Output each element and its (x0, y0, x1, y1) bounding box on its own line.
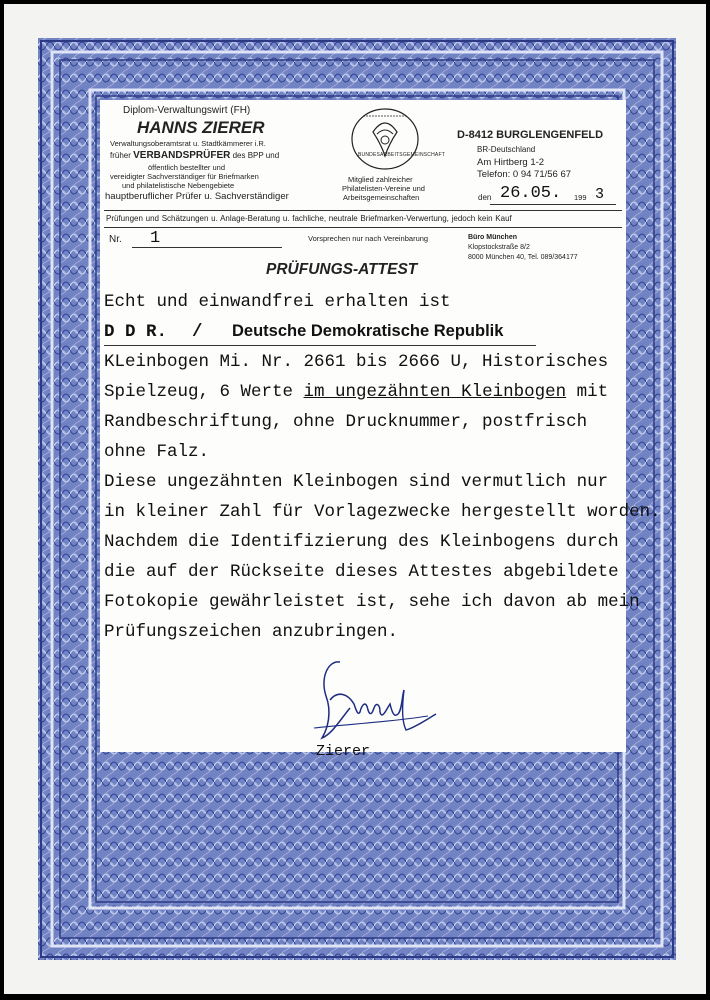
body-line-9: die auf der Rückseite dieses Attestes abgebildete (104, 562, 619, 582)
association-logo (345, 104, 425, 174)
date-prefix: den (478, 193, 492, 202)
country-underline (104, 345, 536, 346)
body-line-5: ohne Falz. (104, 442, 210, 462)
former-suffix: des BPP und (230, 151, 280, 160)
expert-name: HANNS ZIERER (137, 118, 265, 137)
body-line-6: Diese ungezähnten Kleinbogen sind vermutlich nur (104, 472, 609, 492)
body-line-8: Nachdem die Identifizierung des Kleinbogens durch (104, 532, 619, 552)
logo-caption: BUNDESARBEITSGEMEINSCHAFT (358, 152, 445, 158)
verbandspruefer-label: VERBANDSPRÜFER (133, 150, 231, 161)
body-line-4: Randbeschriftung, ohne Drucknummer, postfrisch (104, 412, 588, 432)
former-prefix: früher (110, 151, 134, 160)
office-city: 8000 München 40, Tel. 089/364177 (468, 254, 578, 261)
header-title-line: Diplom-Verwaltungswirt (FH) (123, 105, 251, 116)
body-line-1: Echt und einwandfrei erhalten ist (104, 292, 451, 312)
address-city: D-8412 BURGLENGENFELD (457, 129, 604, 141)
nr-underline (132, 247, 282, 248)
member-line-3: Arbeitsgemeinschaften (343, 193, 420, 202)
body-line-11: Prüfungszeichen anzubringen. (104, 622, 399, 642)
address-street: Am Hirtberg 1-2 (477, 157, 545, 168)
nr-value: 1 (150, 229, 161, 248)
body-line-3-underlined: im ungezähnten Kleinbogen (303, 382, 567, 402)
handwritten-signature (310, 650, 440, 750)
header-appointed: öffentlich bestellter und (148, 163, 225, 172)
date-value: 26.05. (500, 184, 562, 203)
office-street: Klopstockstraße 8/2 (468, 244, 530, 251)
date-underline (490, 204, 616, 205)
services-bottom-rule (104, 227, 622, 228)
appointment-note: Vorsprechen nur nach Vereinbarung (308, 234, 429, 243)
document-title: PRÜFUNGS-ATTEST (266, 261, 418, 278)
member-line-1: Mitglied zahlreicher (348, 175, 413, 184)
body-line-10: Fotokopie gewährleistet ist, sehe ich davon ab mein (104, 592, 640, 612)
header-sworn: vereidigter Sachverständiger für Briefmarken (110, 172, 259, 181)
country-separator: / (192, 322, 203, 342)
header-former-role (110, 150, 279, 161)
member-line-2: Philatelisten-Vereine und (342, 184, 425, 193)
address-country: BR-Deutschland (477, 145, 536, 154)
services-line: Prüfungen und Schätzungen u. Anlage-Beratung u. fachliche, neutrale Briefmarken-Verwertung, jedoch kein Kauf (106, 214, 512, 223)
country-short: D D R. (104, 322, 168, 342)
date-year-prefix: 199 (574, 193, 587, 202)
certificate-body (100, 100, 661, 760)
header-specialty: und philatelistische Nebengebiete (122, 181, 235, 190)
country-long: Deutsche Demokratische Republik (232, 322, 504, 340)
header-profession: hauptberuflicher Prüfer u. Sachverständiger (105, 191, 289, 202)
services-top-rule (104, 210, 622, 211)
signature-name: Zierer (316, 743, 371, 760)
body-line-3-end: mit (576, 382, 609, 402)
body-line-3-start: Spielzeug, 6 Werte (104, 382, 294, 402)
body-line-7: in kleiner Zahl für Vorlagezwecke hergestellt worden. (104, 502, 661, 522)
body-line-3 (104, 382, 608, 402)
address-phone: Telefon: 0 94 71/56 67 (477, 169, 572, 180)
nr-label: Nr. (109, 234, 122, 245)
header-position: Verwaltungsoberamtsrat u. Stadtkämmerer i.R. (110, 139, 266, 148)
certificate-page (4, 4, 706, 994)
date-year-suffix: 3 (595, 186, 605, 203)
body-line-2: KLeinbogen Mi. Nr. 2661 bis 2666 U, Historisches (104, 352, 609, 372)
office-title: Büro München (468, 234, 517, 241)
